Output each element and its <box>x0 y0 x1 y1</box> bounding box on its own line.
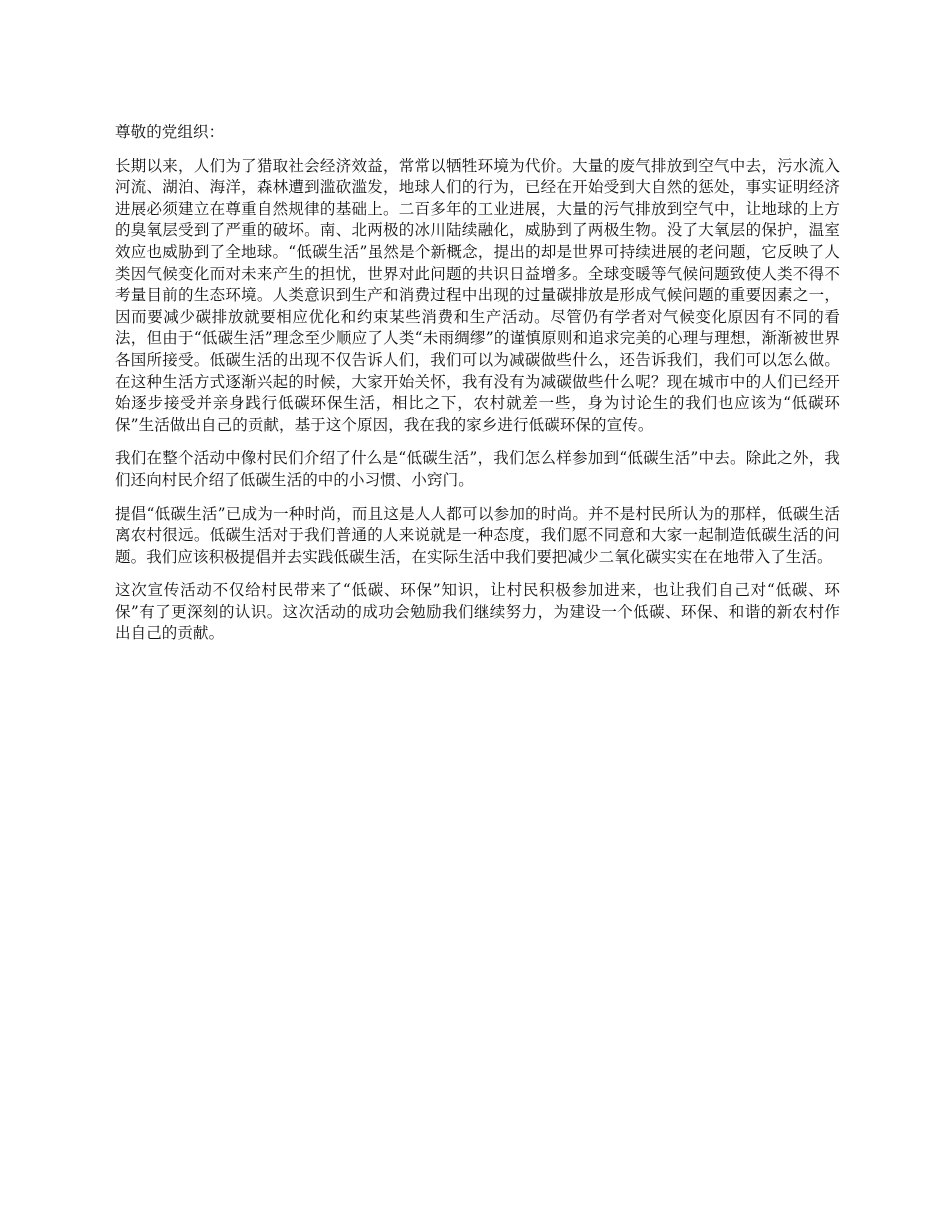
document-body <box>115 122 840 657</box>
paragraph-3: 提倡“低碳生活”已成为一种时尚，而且这是人人都可以参加的时尚。并不是村民所认为的那样，低碳生活离农村很远。低碳生活对于我们普通的人来说就是一种态度，我们愿不同意和大家一起制造低碳生活的问题。我们应该积极提倡并去实践低碳生活，在实际生活中我们要把减少二氧化碳实实在在地带入了生活。 <box>115 504 840 566</box>
paragraph-2: 我们在整个活动中像村民们介绍了什么是“低碳生活”，我们怎么样参加到“低碳生活”中去。除此之外，我们还向村民介绍了低碳生活的中的小习惯、小窍门。 <box>115 449 840 489</box>
salutation: 尊敬的党组织： <box>115 123 225 141</box>
paragraph-4: 这次宣传活动不仅给村民带来了“低碳、环保”知识，让村民积极参加进来，也让我们自己对“低碳、环保”有了更深刻的认识。这次活动的成功会勉励我们继续努力，为建设一个低碳、环保、和谐的新农村作出自己的贡献。 <box>115 581 840 643</box>
paragraph-1: 长期以来，人们为了猎取社会经济效益，常常以牺牲环境为代价。大量的废气排放到空气中去，污水流入河流、湖泊、海洋，森林遭到滥砍滥发，地球人们的行为，已经在开始受到大自然的惩处，事实证明经济进展必须建立在尊重自然规律的基础上。二百多年的工业进展，大量的污气排放到空气中，让地球的上方的臭氧层受到了严重的破坏。南、北两极的冰川陆续融化，威胁到了两极生物。没了大氧层的保护，温室效应也威胁到了全地球。“低碳生活”虽然是个新概念，提出的却是世界可持续进展的老问题，它反映了人类因气候变化而对未来产生的担忧，世界对此问题的共识日益增多。全球变暖等气候问题致使人类不得不考量目前的生态环境。人类意识到生产和消费过程中出现的过量碳排放是形成气候问题的重要因素之一，因而要减少碳排放就要相应优化和约束某些消费和生产活动。尽管仍有学者对气候变化原因有不同的看法，但由于“低碳生活”理念至少顺应了人类“未雨绸缪”的谨慎原则和追求完美的心理与理想，渐渐被世界各国所接受。低碳生活的出现不仅告诉人们，我们可以为减碳做些什么，还告诉我们，我们可以怎么做。在这种生活方式逐渐兴起的时候，大家开始关怀，我有没有为减碳做些什么呢？现在城市中的人们已经开始逐步接受并亲身践行低碳环保生活，相比之下，农村就差一些，身为讨论生的我们也应该为“低碳环保”生活做出自己的贡献，基于这个原因，我在我的家乡进行低碳环保的宣传。 <box>115 156 840 434</box>
